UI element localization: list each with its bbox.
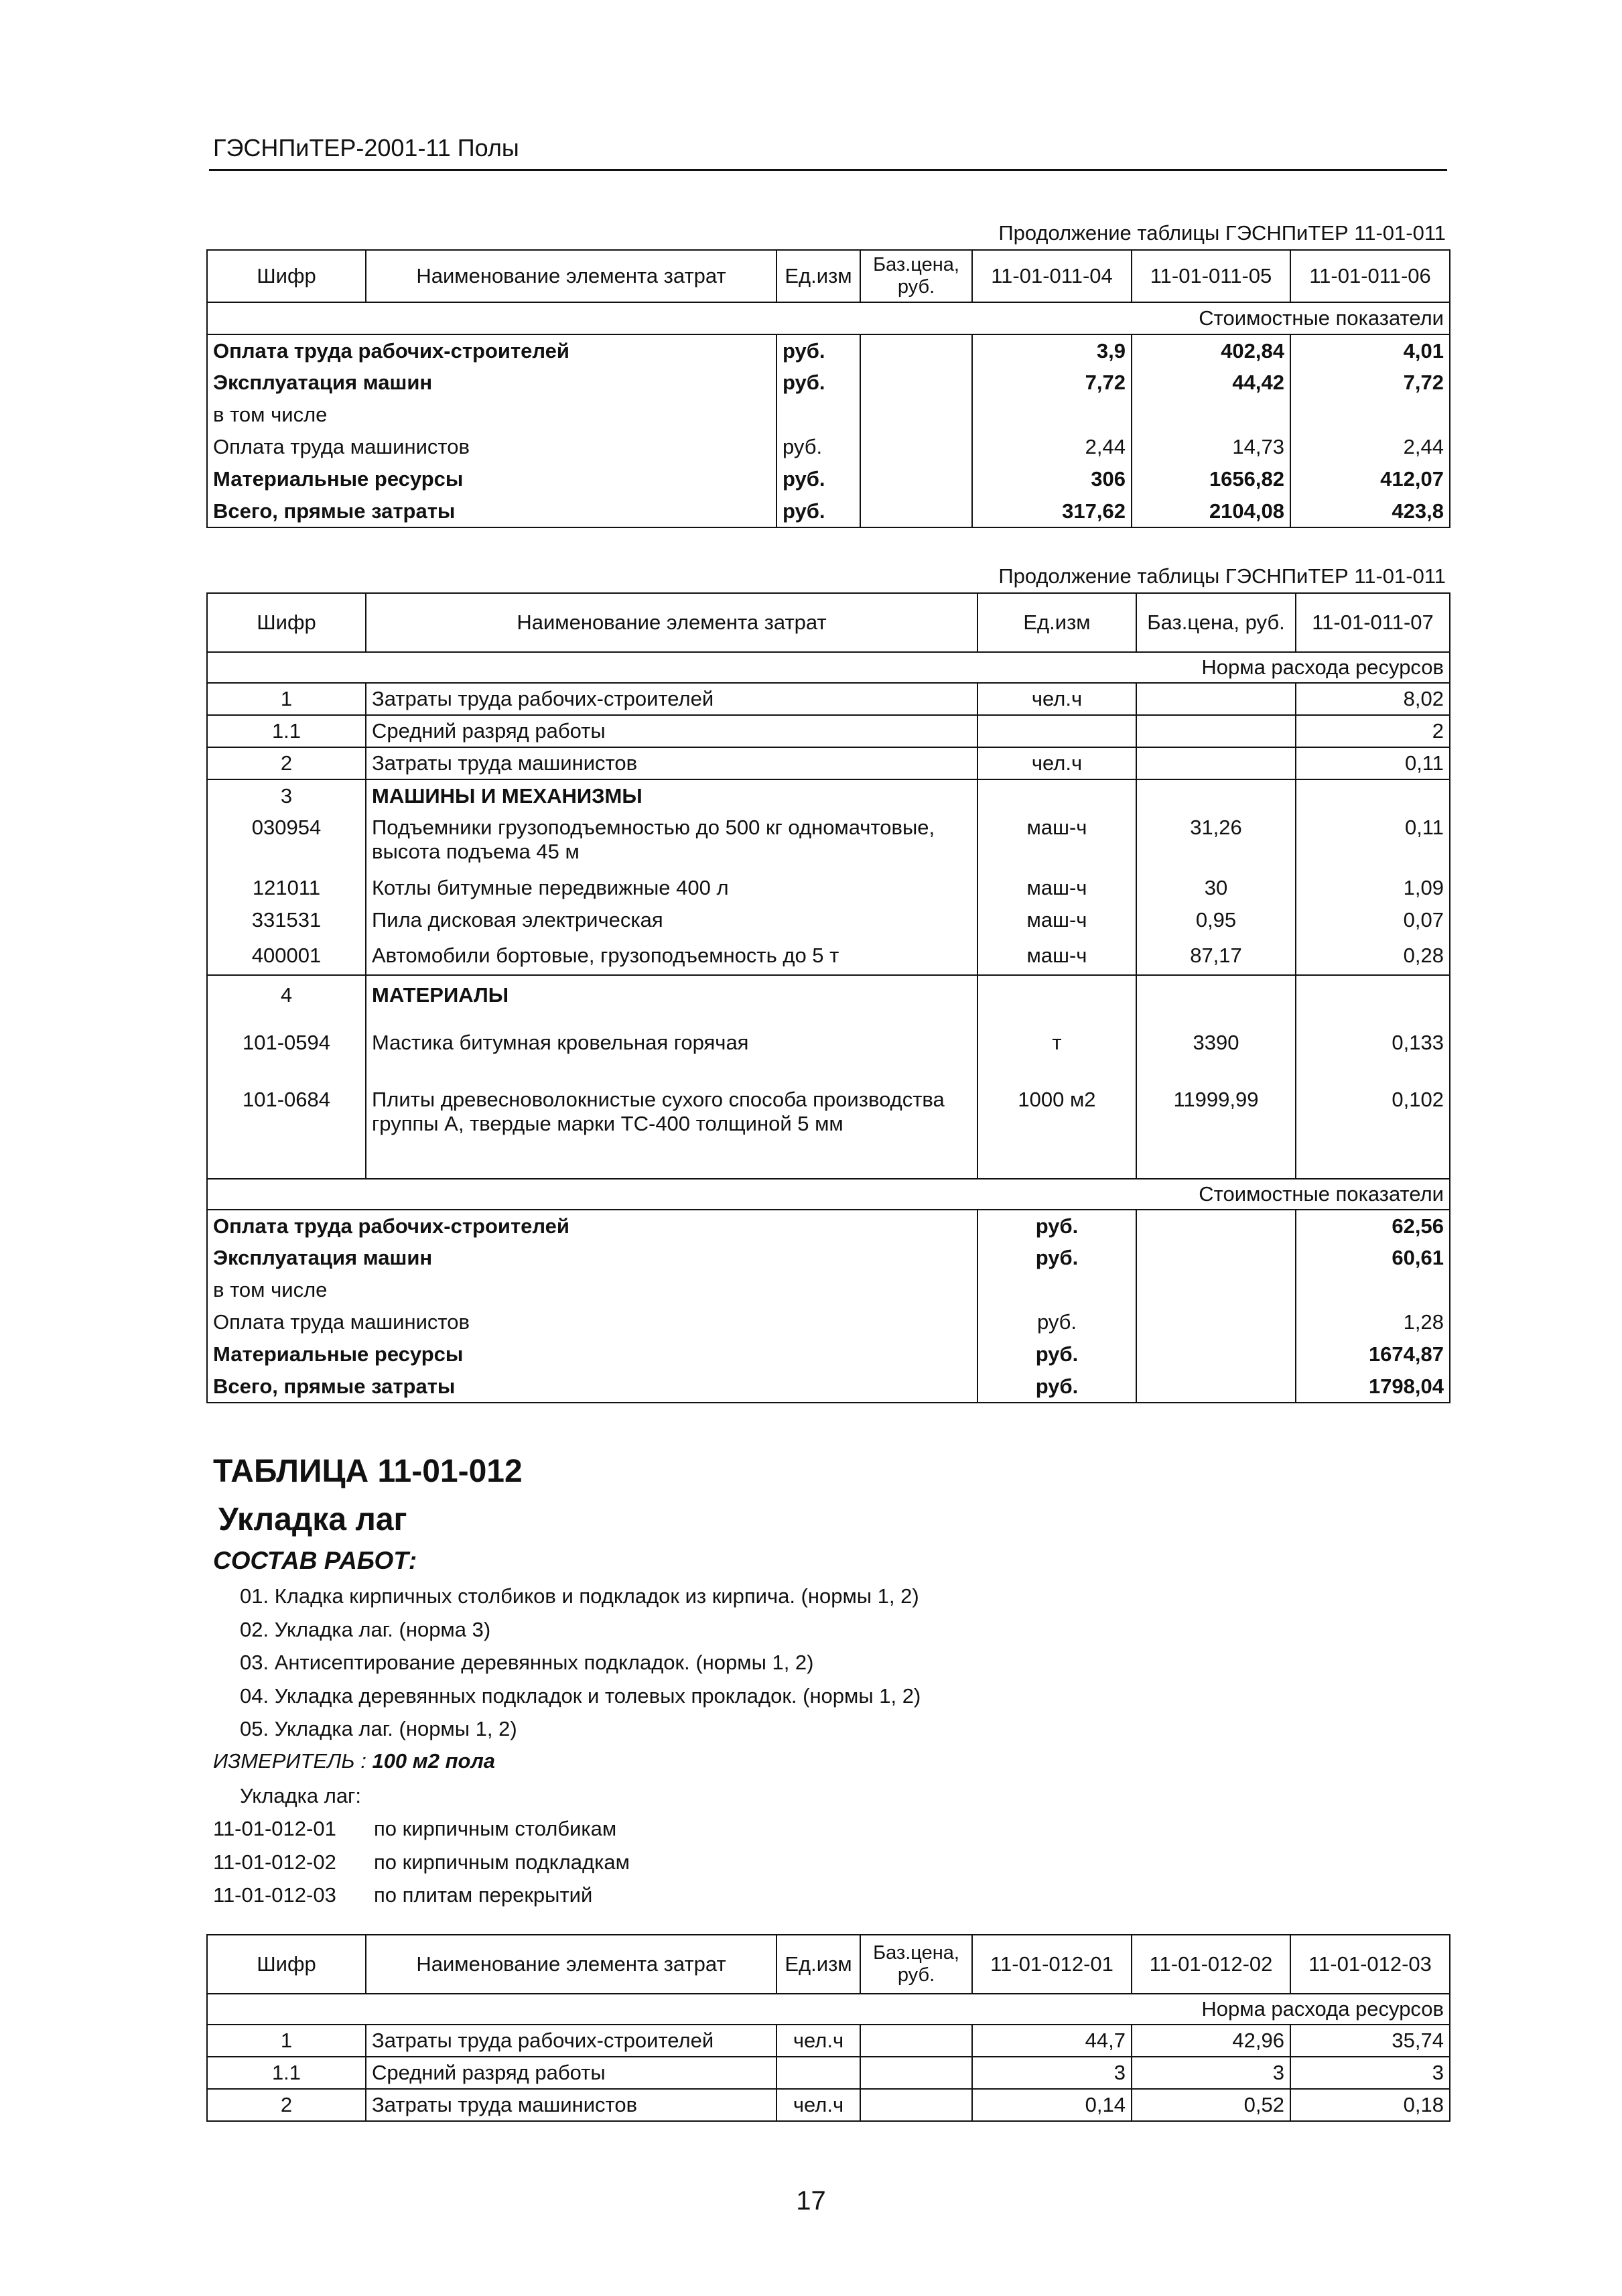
col-header-012-02: 11-01-012-02 [1132, 1935, 1290, 1994]
list-item: 11-01-012-02 по кирпичным подкладкам [213, 1850, 630, 1874]
list-item: 05. Укладка лаг. (нормы 1, 2) [240, 1717, 517, 1740]
table-row: 030954 Подъемники грузоподъемностью до 500 кг одномачтовые, высота подъема 45 м маш-ч 31,26 0,11 [207, 812, 1450, 872]
table-row: Эксплуатация машин руб. 60,61 [207, 1242, 1450, 1274]
col-header-012-01: 11-01-012-01 [972, 1935, 1132, 1994]
measurement-label: ИЗМЕРИТЕЛЬ : [213, 1749, 366, 1773]
table-row: 2 Затраты труда машинистов чел.ч 0,11 [207, 747, 1450, 779]
table-row: 121011 Котлы битумные передвижные 400 л маш-ч 30 1,09 [207, 872, 1450, 904]
list-item: 03. Антисептирование деревянных подкладок. (нормы 1, 2) [240, 1651, 814, 1674]
col-header-code: Шифр [207, 593, 366, 652]
col-header-price: Баз.цена, руб. [1136, 593, 1296, 652]
col-header-011-04: 11-01-011-04 [972, 250, 1132, 302]
header-divider [209, 169, 1447, 171]
cost-table-011-04-06 [206, 249, 1450, 528]
table-row: Всего, прямые затраты руб. 317,62 2104,08 423,8 [207, 495, 1450, 527]
laying-label: Укладка лаг: [240, 1784, 361, 1807]
works-heading: СОСТАВ РАБОТ: [213, 1547, 417, 1574]
section-norm: Норма расхода ресурсов [207, 652, 1450, 683]
list-item: 02. Укладка лаг. (норма 3) [240, 1617, 491, 1641]
section-norm: Норма расхода ресурсов [207, 1994, 1450, 2025]
table-row: 1.1 Средний разряд работы 3 3 3 [207, 2057, 1450, 2089]
table-row: 3 МАШИНЫ И МЕХАНИЗМЫ [207, 779, 1450, 812]
table-row: 1.1 Средний разряд работы 2 [207, 715, 1450, 747]
col-header-unit: Ед.изм [977, 593, 1136, 652]
col-header-price: Баз.цена, руб. [860, 250, 972, 302]
col-header-name: Наименование элемента затрат [366, 593, 977, 652]
table-row: Оплата труда рабочих-строителей руб. 62,56 [207, 1210, 1450, 1242]
table-row: 101-0594 Мастика битумная кровельная горячая т 3390 0,133 [207, 1014, 1450, 1072]
table-row: Эксплуатация машин руб. 7,72 44,42 7,72 [207, 367, 1450, 399]
table-row: 4 МАТЕРИАЛЫ [207, 975, 1450, 1014]
col-header-unit: Ед.изм [776, 250, 860, 302]
col-header-011-07: 11-01-011-07 [1296, 593, 1450, 652]
table2-continuation: Продолжение таблицы ГЭСНПиТЕР 11-01-011 [998, 564, 1446, 588]
page-header: ГЭСНПиТЕР-2001-11 Полы [213, 134, 519, 162]
measurement [213, 1749, 495, 1773]
works-list [240, 1580, 921, 1746]
table-row: 101-0684 Плиты древесноволокнистые сухого способа производства группы А, твердые марки ТС-400 толщиной 5 мм 1000 м2 11999,99 0,102 [207, 1072, 1450, 1179]
table-row: 400001 Автомобили бортовые, грузоподъемность до 5 т маш-ч 87,17 0,28 [207, 936, 1450, 975]
table-row: Материальные ресурсы руб. 1674,87 [207, 1338, 1450, 1370]
table-row: 331531 Пила дисковая электрическая маш-ч 0,95 0,07 [207, 904, 1450, 936]
table-row: 2 Затраты труда машинистов чел.ч 0,14 0,52 0,18 [207, 2089, 1450, 2121]
col-header-code: Шифр [207, 1935, 366, 1994]
col-header-unit: Ед.изм [776, 1935, 860, 1994]
col-header-011-05: 11-01-011-05 [1132, 250, 1290, 302]
list-item: 04. Укладка деревянных подкладок и толевых прокладок. (нормы 1, 2) [240, 1683, 921, 1708]
col-header-code: Шифр [207, 250, 366, 302]
table-row: Всего, прямые затраты руб. 1798,04 [207, 1370, 1450, 1403]
section-cost-indicators: Стоимостные показатели [207, 1179, 1450, 1210]
table-row: Материальные ресурсы руб. 306 1656,82 412,07 [207, 463, 1450, 495]
table-row: Оплата труда машинистов руб. 2,44 14,73 2,44 [207, 431, 1450, 463]
measurement-value: 100 м2 пола [372, 1749, 495, 1773]
resource-table-012 [206, 1934, 1450, 2122]
table-row: Оплата труда рабочих-строителей руб. 3,9 402,84 4,01 [207, 334, 1450, 367]
col-header-012-03: 11-01-012-03 [1290, 1935, 1450, 1994]
table-title: ТАБЛИЦА 11-01-012 [213, 1454, 523, 1489]
col-header-name: Наименование элемента затрат [366, 1935, 776, 1994]
section-cost-indicators: Стоимостные показатели [207, 302, 1450, 334]
page-number: 17 [796, 2186, 826, 2216]
col-header-price: Баз.цена, руб. [860, 1935, 972, 1994]
code-list [213, 1812, 630, 1912]
col-header-011-06: 11-01-011-06 [1290, 250, 1450, 302]
table-row: 1 Затраты труда рабочих-строителей чел.ч 8,02 [207, 683, 1450, 715]
table-row: 1 Затраты труда рабочих-строителей чел.ч 44,7 42,96 35,74 [207, 2025, 1450, 2057]
col-header-name: Наименование элемента затрат [366, 250, 776, 302]
list-item: 11-01-012-03 по плитам перекрытий [213, 1883, 593, 1907]
table-row: Оплата труда машинистов руб. 1,28 [207, 1306, 1450, 1338]
list-item: 11-01-012-01 по кирпичным столбикам [213, 1817, 617, 1840]
table-row: в том числе [207, 1274, 1450, 1306]
table-row: в том числе [207, 399, 1450, 431]
section-subtitle: Укладка лаг [218, 1502, 407, 1537]
list-item: 01. Кладка кирпичных столбиков и подкладок из кирпича. (нормы 1, 2) [240, 1584, 919, 1608]
resource-table-011-07 [206, 592, 1450, 1403]
table1-continuation: Продолжение таблицы ГЭСНПиТЕР 11-01-011 [998, 221, 1446, 245]
